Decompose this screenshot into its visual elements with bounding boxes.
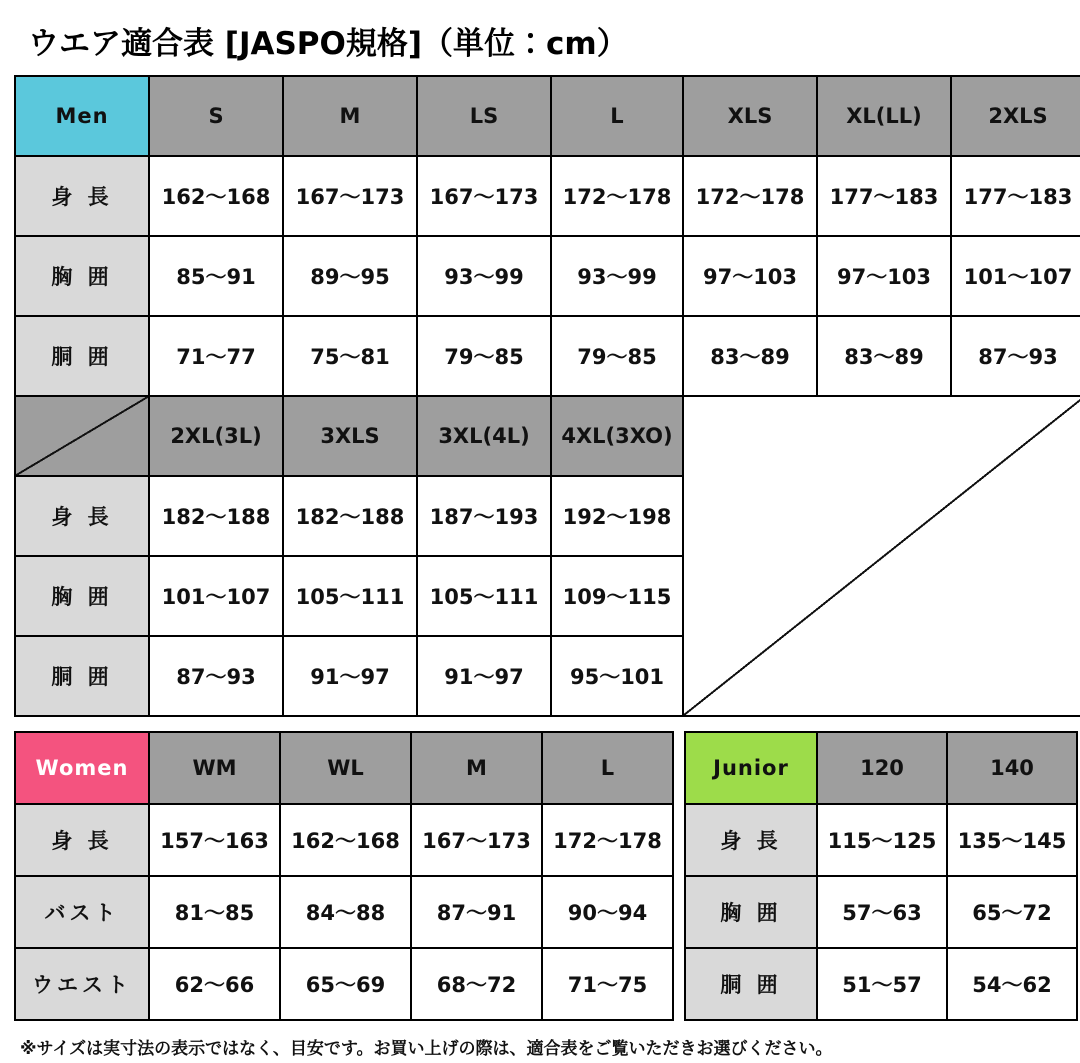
diagonal-corner-cell (15, 396, 149, 476)
women-cell-waist-m: 68〜72 (411, 948, 542, 1020)
table-row (15, 236, 1080, 316)
men-size-l: L (551, 76, 683, 156)
men-size-xls: XLS (683, 76, 817, 156)
cell-height-xls: 172〜178 (683, 156, 817, 236)
cell-height-ls: 167〜173 (417, 156, 551, 236)
cell-height-4xl3xo: 192〜198 (551, 476, 683, 556)
junior-table-wrapper (684, 731, 1076, 1021)
cell-waist-3xls: 91〜97 (283, 636, 417, 716)
row-label-waist-2: 胴 囲 (15, 636, 149, 716)
bottom-tables-row (14, 731, 1066, 1021)
women-cell-height-wm: 157〜163 (149, 804, 280, 876)
men-size-4xl3xo: 4XL(3XO) (551, 396, 683, 476)
cell-waist-3xl4l: 91〜97 (417, 636, 551, 716)
row-label-chest: 胸 囲 (15, 236, 149, 316)
women-row-label-height: 身 長 (15, 804, 149, 876)
women-size-wm: WM (149, 732, 280, 804)
men-size-table (14, 75, 1080, 717)
women-cell-waist-wl: 65〜69 (280, 948, 411, 1020)
junior-cell-waist-120: 51〜57 (817, 948, 947, 1020)
cell-chest-ls: 93〜99 (417, 236, 551, 316)
cell-waist-l: 79〜85 (551, 316, 683, 396)
junior-cell-chest-120: 57〜63 (817, 876, 947, 948)
men-size-s: S (149, 76, 283, 156)
women-row-label-waist: ウエスト (15, 948, 149, 1020)
table-row (15, 948, 673, 1020)
women-size-table (14, 731, 674, 1021)
page-title: ウエア適合表 [JASPO規格]（単位：cm） (28, 26, 628, 62)
row-label-chest-2: 胸 囲 (15, 556, 149, 636)
men-size-3xl4l: 3XL(4L) (417, 396, 551, 476)
women-cell-bust-wm: 81〜85 (149, 876, 280, 948)
cell-chest-3xls: 105〜111 (283, 556, 417, 636)
cell-waist-4xl3xo: 95〜101 (551, 636, 683, 716)
table-row (15, 876, 673, 948)
junior-cell-height-120: 115〜125 (817, 804, 947, 876)
men-size-xl: XL(LL) (817, 76, 951, 156)
cell-waist-2xl3l: 87〜93 (149, 636, 283, 716)
footnote: ※サイズは実寸法の表示ではなく、目安です。お買い上げの際は、適合表をご覧いただきお選びください。 (20, 1039, 833, 1059)
cell-chest-xl: 97〜103 (817, 236, 951, 316)
row-label-height-2: 身 長 (15, 476, 149, 556)
cell-chest-s: 85〜91 (149, 236, 283, 316)
cell-waist-xl: 83〜89 (817, 316, 951, 396)
women-row-label-bust: バスト (15, 876, 149, 948)
cell-chest-2xls: 101〜107 (951, 236, 1080, 316)
junior-size-120: 120 (817, 732, 947, 804)
junior-row-label-chest: 胸 囲 (685, 876, 817, 948)
cell-waist-s: 71〜77 (149, 316, 283, 396)
junior-size-140: 140 (947, 732, 1077, 804)
men-size-3xls: 3XLS (283, 396, 417, 476)
table-row (685, 876, 1077, 948)
table-row (15, 732, 673, 804)
empty-diagonal-area (683, 396, 1080, 716)
men-size-2xl3l: 2XL(3L) (149, 396, 283, 476)
men-size-2xls: 2XLS (951, 76, 1080, 156)
women-cell-height-wl: 162〜168 (280, 804, 411, 876)
cell-height-m: 167〜173 (283, 156, 417, 236)
cell-chest-xls: 97〜103 (683, 236, 817, 316)
women-table-wrapper (14, 731, 674, 1021)
women-cell-bust-m: 87〜91 (411, 876, 542, 948)
women-cell-height-m: 167〜173 (411, 804, 542, 876)
table-row (15, 804, 673, 876)
cell-chest-l: 93〜99 (551, 236, 683, 316)
women-cell-bust-wl: 84〜88 (280, 876, 411, 948)
cell-chest-2xl3l: 101〜107 (149, 556, 283, 636)
table-row (15, 316, 1080, 396)
table-row (685, 732, 1077, 804)
junior-cell-waist-140: 54〜62 (947, 948, 1077, 1020)
women-cell-waist-wm: 62〜66 (149, 948, 280, 1020)
cell-waist-2xls: 87〜93 (951, 316, 1080, 396)
table-row (685, 948, 1077, 1020)
men-badge: Men (15, 76, 149, 156)
women-size-wl: WL (280, 732, 411, 804)
cell-height-3xl4l: 187〜193 (417, 476, 551, 556)
cell-waist-ls: 79〜85 (417, 316, 551, 396)
women-size-m: M (411, 732, 542, 804)
women-badge: Women (15, 732, 149, 804)
cell-waist-xls: 83〜89 (683, 316, 817, 396)
cell-height-xl: 177〜183 (817, 156, 951, 236)
junior-cell-chest-140: 65〜72 (947, 876, 1077, 948)
cell-height-2xl3l: 182〜188 (149, 476, 283, 556)
women-cell-bust-l: 90〜94 (542, 876, 673, 948)
women-cell-height-l: 172〜178 (542, 804, 673, 876)
cell-chest-4xl3xo: 109〜115 (551, 556, 683, 636)
cell-height-3xls: 182〜188 (283, 476, 417, 556)
table-row (685, 804, 1077, 876)
row-label-waist: 胴 囲 (15, 316, 149, 396)
cell-chest-3xl4l: 105〜111 (417, 556, 551, 636)
cell-height-2xls: 177〜183 (951, 156, 1080, 236)
junior-cell-height-140: 135〜145 (947, 804, 1077, 876)
men-size-ls: LS (417, 76, 551, 156)
table-row (15, 76, 1080, 156)
junior-row-label-waist: 胴 囲 (685, 948, 817, 1020)
women-cell-waist-l: 71〜75 (542, 948, 673, 1020)
table-row (15, 396, 1080, 476)
cell-height-l: 172〜178 (551, 156, 683, 236)
junior-row-label-height: 身 長 (685, 804, 817, 876)
junior-badge: Junior (685, 732, 817, 804)
cell-waist-m: 75〜81 (283, 316, 417, 396)
women-size-l: L (542, 732, 673, 804)
cell-chest-m: 89〜95 (283, 236, 417, 316)
junior-size-table (684, 731, 1078, 1021)
row-label-height: 身 長 (15, 156, 149, 236)
men-size-m: M (283, 76, 417, 156)
table-row (15, 156, 1080, 236)
cell-height-s: 162〜168 (149, 156, 283, 236)
